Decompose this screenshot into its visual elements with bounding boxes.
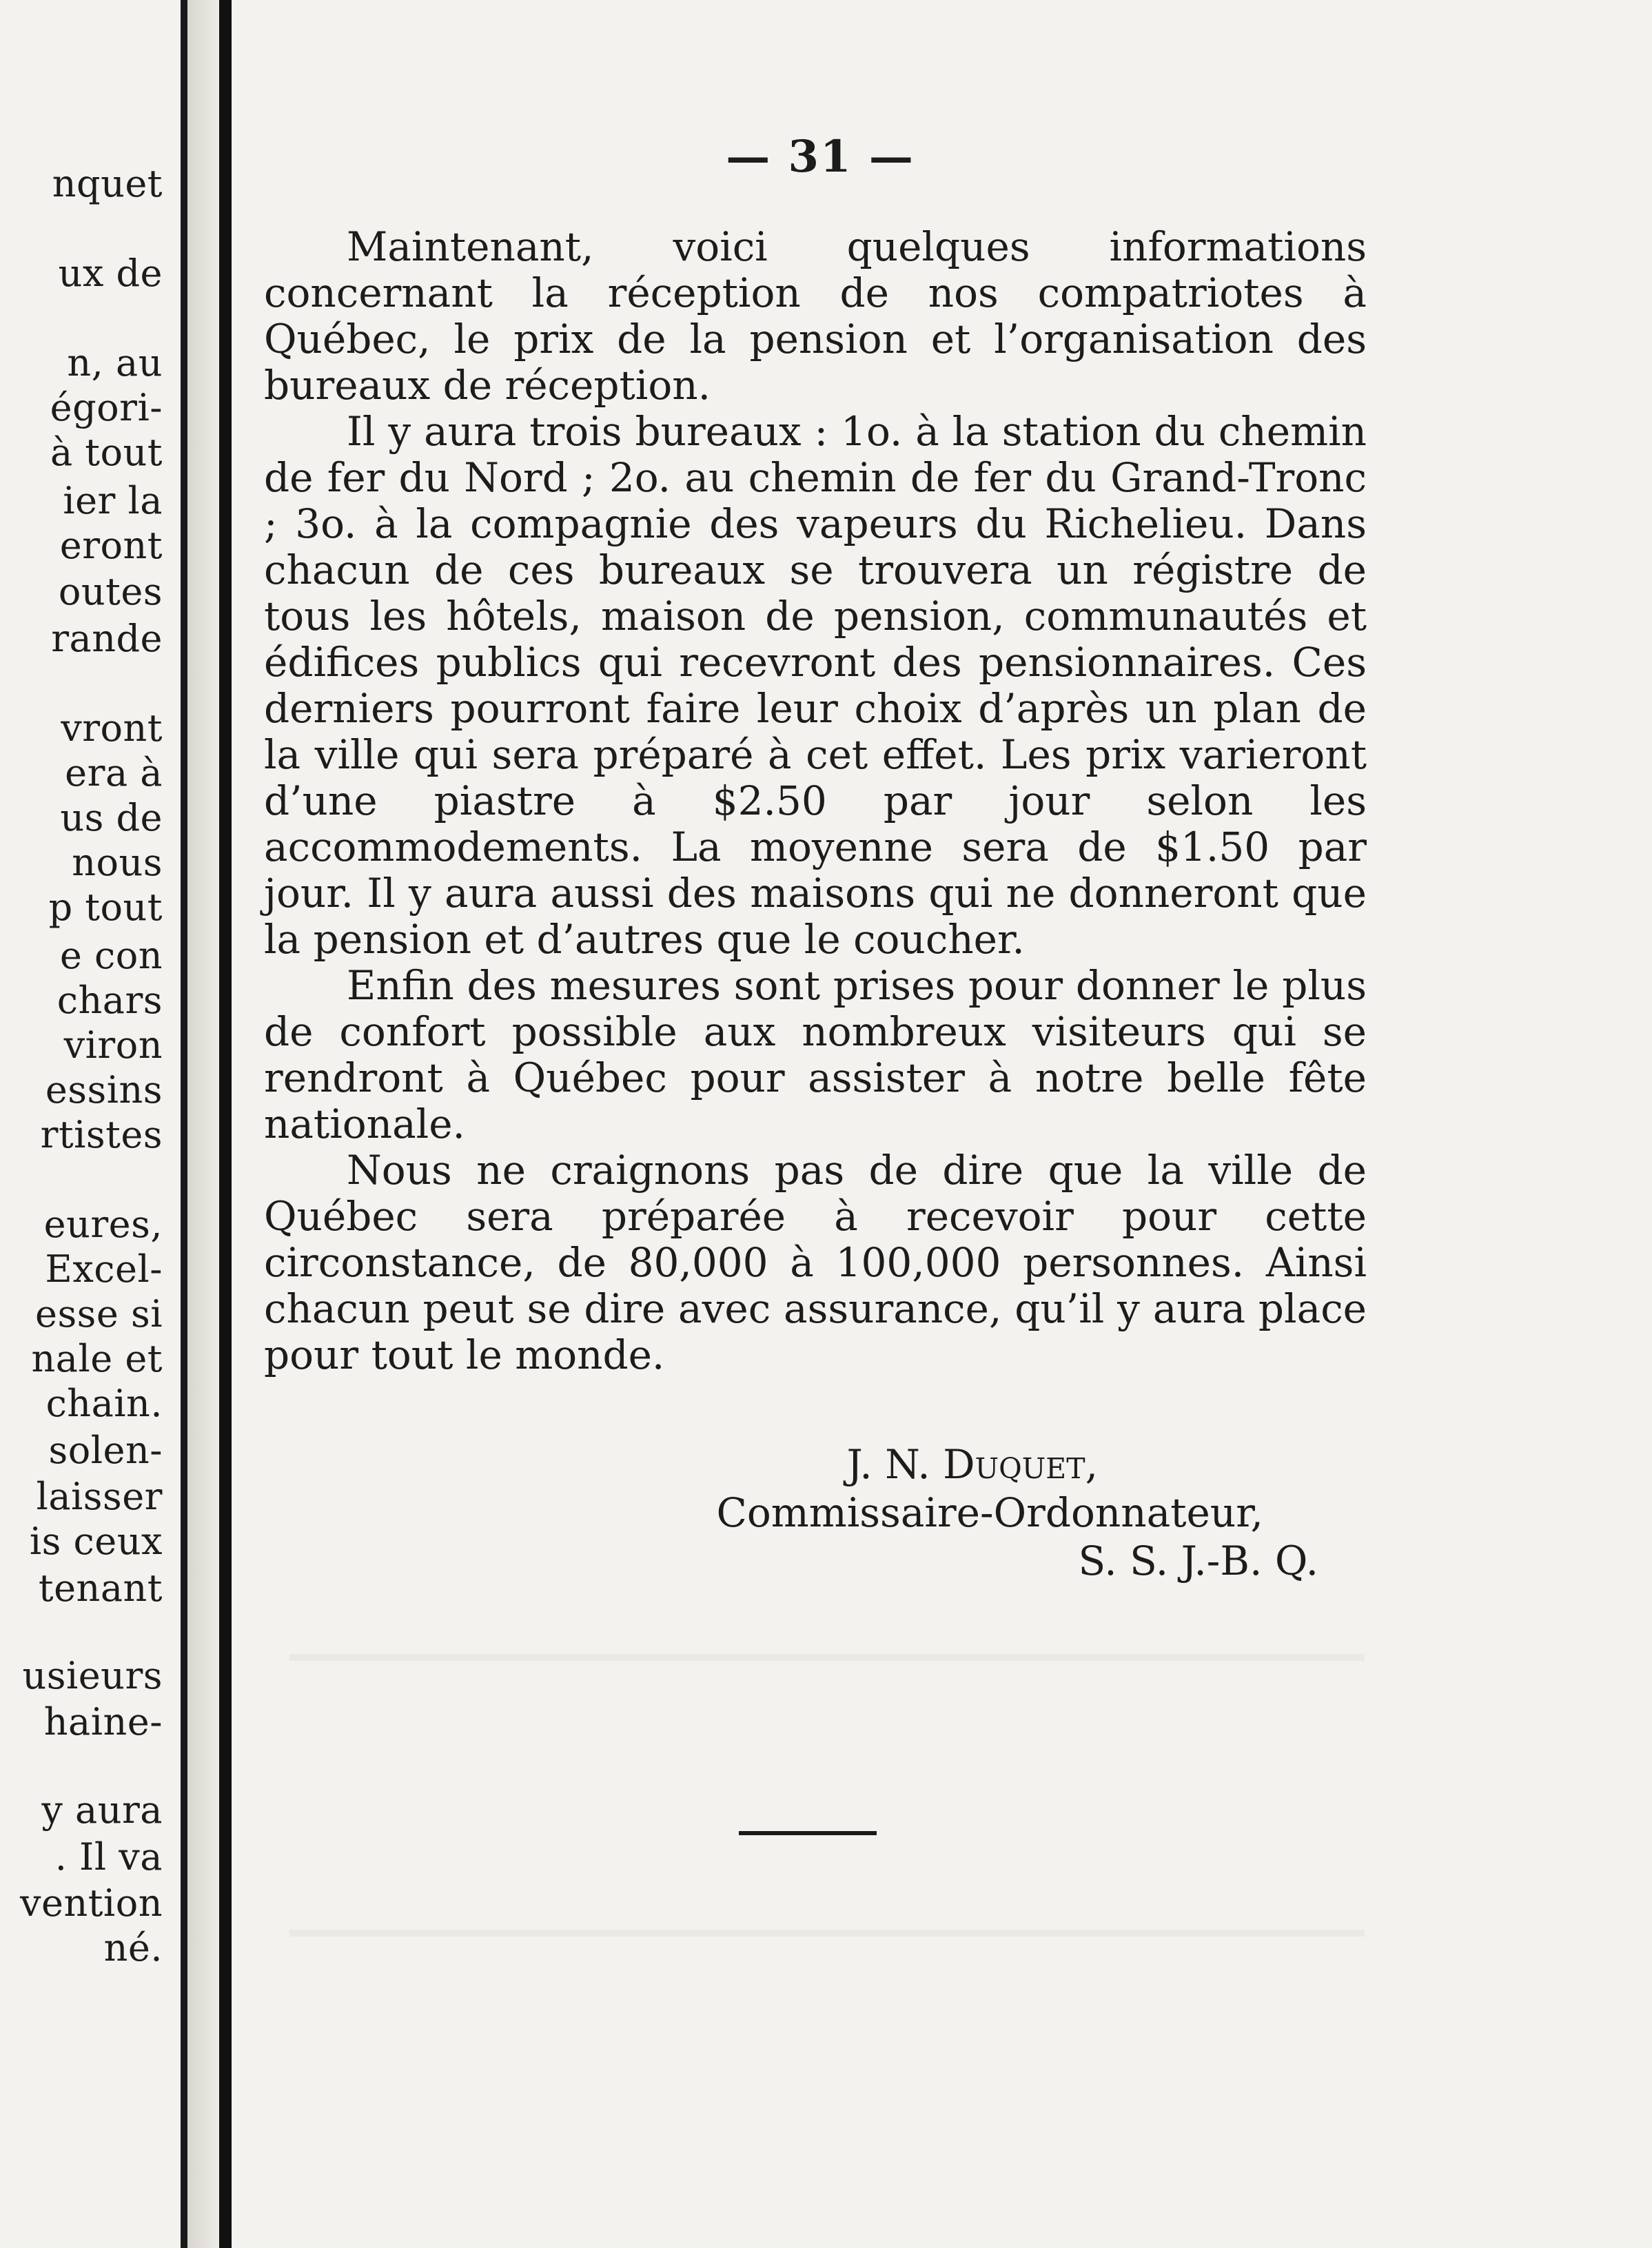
left-fragment-line: vention [19, 1881, 163, 1925]
gutter-shadow [187, 0, 219, 2248]
left-fragment-line: esse si [35, 1292, 163, 1336]
signature-organization: S. S. J.-B. Q. [1078, 1537, 1318, 1584]
left-fragment-line: nquet [52, 162, 163, 205]
paragraph-bureaux: Il y aura trois bureaux : 1o. à la station du chemin de fer du Nord ; 2o. au chemin de fer du Grand-Tronc ; 3o. à la compagnie des vapeurs du Richelieu. Dans chacun de ces bureaux se trouvera un régistre de tous les hôtels, maison de pension, communautés et édifices publics qui recevront des pensionnaires. Ces derniers pourront faire leur choix d’après un plan de la ville qui sera préparé à cet effet. Les prix varieront d’une piastre à $2.50 par jour selon les accommodements. La moyenne sera de $1.50 par jour. Il y aura aussi des maisons qui ne donneront que la pension et d’autres que le coucher. [264, 408, 1367, 963]
bleed-through-mark [289, 1654, 1365, 1661]
left-fragment-line: usieurs [22, 1654, 163, 1697]
left-fragment-line: viron [63, 1023, 163, 1067]
left-fragment-line: laisser [36, 1475, 163, 1518]
gutter-rule-left [181, 0, 187, 2248]
left-fragment-line: rtistes [40, 1113, 163, 1156]
left-fragment-line: eront [59, 524, 163, 567]
left-fragment-line: e con [59, 934, 163, 977]
left-fragment-line: rande [51, 617, 163, 660]
left-fragment-line: . Il va [54, 1835, 163, 1879]
page-number: — 31 — [726, 131, 915, 183]
left-fragment-line: vront [61, 706, 163, 750]
left-fragment-line: solen- [48, 1429, 163, 1472]
left-fragment-line: ier la [63, 479, 163, 522]
left-fragment-line: y aura [41, 1788, 163, 1832]
signature-block [264, 1440, 1318, 1585]
signature-title: Commissaire-Ordonnateur, [716, 1489, 1263, 1536]
left-fragment-line: nous [72, 841, 163, 884]
left-fragment-line: chars [57, 979, 163, 1022]
left-fragment-line: eures, [43, 1203, 163, 1246]
left-fragment-line: né. [103, 1926, 163, 1970]
left-fragment-line: essins [45, 1068, 163, 1112]
left-fragment-line: ux de [58, 252, 163, 295]
left-fragment-line: is ceux [29, 1520, 163, 1563]
left-fragment-line: chain. [45, 1382, 163, 1425]
left-fragment-line: outes [58, 570, 163, 613]
left-fragment-line: tenant [38, 1566, 163, 1610]
signature-name: J. N. Duquet, [846, 1441, 1098, 1488]
left-fragment-line: Excel- [45, 1247, 163, 1291]
paragraph-confort: Enfin des mesures sont prises pour donner le plus de confort possible aux nombreux visiteurs qui se rendront à Québec pour assister à notre belle fête nationale. [264, 962, 1367, 1147]
left-fragment-line: era à [65, 751, 163, 795]
left-page-fragment [0, 0, 172, 2248]
left-fragment-line: us de [60, 796, 163, 839]
left-fragment-line: n, au [67, 341, 163, 385]
paragraph-reception-info: Maintenant, voici quelques informations concernant la réception de nos compatriotes à Québec, le prix de la pension et l’organisation des bureaux de réception. [264, 223, 1367, 409]
left-fragment-line: à tout [50, 431, 163, 474]
bleed-through-mark [289, 1930, 1365, 1937]
body-text [264, 224, 1367, 1378]
left-fragment-line: p tout [48, 886, 163, 929]
closing-rule [739, 1831, 877, 1835]
left-fragment-line: égori- [50, 386, 163, 429]
paragraph-personnes: Nous ne craignons pas de dire que la ville de Québec sera préparée à recevoir pour cette circonstance, de 80,000 à 100,000 personnes. Ainsi chacun peut se dire avec assurance, qu’il y aura place pour tout le monde. [264, 1147, 1367, 1378]
gutter-rule-right [219, 0, 232, 2248]
left-fragment-line: nale et [31, 1337, 163, 1380]
left-fragment-line: haine- [43, 1700, 163, 1744]
